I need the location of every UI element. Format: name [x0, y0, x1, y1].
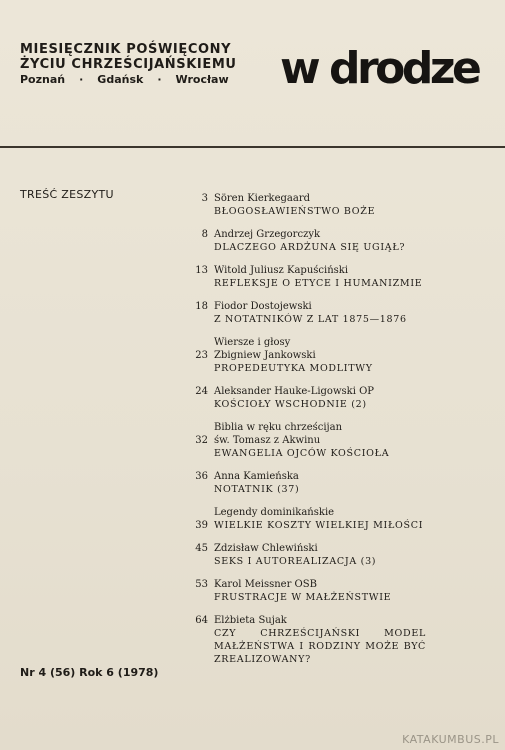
toc-title: FRUSTRACJE W MAŁŻEŃSTWIE [214, 592, 392, 603]
city-poznan: Poznań [20, 73, 66, 86]
toc-text [214, 519, 426, 532]
toc-text [214, 542, 426, 568]
masthead-cities [20, 72, 270, 88]
toc-author: Elżbieta Sujak [214, 615, 287, 626]
toc-author: Andrzej Grzegorczyk [214, 229, 321, 240]
toc-text [214, 228, 426, 254]
toc-row [186, 614, 426, 666]
toc-text [214, 578, 426, 604]
toc-row [186, 228, 426, 254]
toc-page-number: 3 [201, 193, 208, 204]
toc-entry [186, 614, 426, 666]
city-separator: · [157, 73, 162, 86]
toc-entry [186, 470, 426, 496]
toc-entry [186, 542, 426, 568]
toc-section-label: Wiersze i głosy [214, 337, 291, 348]
toc-title: EWANGELIA OJCÓW KOŚCIOŁA [214, 448, 390, 459]
city-wroclaw: Wrocław [175, 73, 229, 86]
toc-title: BŁOGOSŁAWIEŃSTWO BOŻE [214, 206, 376, 217]
toc-section-label: Legendy dominikańskie [214, 507, 335, 518]
toc-author: Zbigniew Jankowski [214, 350, 316, 361]
toc-author: Fiodor Dostojewski [214, 301, 312, 312]
toc-text [214, 349, 426, 375]
toc-row [186, 470, 426, 496]
toc-row [186, 300, 426, 326]
toc-page-number: 23 [195, 350, 208, 361]
toc-page-number: 36 [195, 471, 208, 482]
toc-row [186, 519, 426, 532]
toc-title: REFLEKSJE O ETYCE I HUMANIZMIE [214, 278, 423, 289]
masthead-line-1: MIESIĘCZNIK POŚWIĘCONY [20, 42, 232, 57]
watermark: KATAKUMBUS.PL [402, 733, 499, 746]
toc-title: Z NOTATNIKÓW Z LAT 1875—1876 [214, 314, 407, 325]
toc-author: Aleksander Hauke-Ligowski OP [214, 386, 375, 397]
toc-row [186, 542, 426, 568]
toc-author: św. Tomasz z Akwinu [214, 435, 321, 446]
toc-page-number: 64 [195, 615, 208, 626]
city-separator: · [79, 73, 84, 86]
toc-page-number: 45 [195, 543, 208, 554]
toc-row [186, 578, 426, 604]
toc-text [214, 300, 426, 326]
toc-title: WIELKIE KOSZTY WIELKIEJ MIŁOŚCI [214, 520, 424, 531]
toc-row [186, 385, 426, 411]
toc-text [214, 192, 426, 218]
toc-section-label: Biblia w ręku chrześcijan [214, 422, 343, 433]
toc-entry [186, 228, 426, 254]
toc-author: Zdzisław Chlewiński [214, 543, 318, 554]
header-divider [0, 146, 505, 148]
toc-title: KOŚCIOŁY WSCHODNIE (2) [214, 399, 367, 410]
issue-number: Nr 4 (56) Rok 6 (1978) [20, 666, 159, 679]
toc-page-number: 53 [195, 579, 208, 590]
toc-title: SEKS I AUTOREALIZACJA (3) [214, 556, 377, 567]
toc-author: Karol Meissner OSB [214, 579, 317, 590]
contents-heading: TREŚĆ ZESZYTU [20, 188, 114, 201]
toc-text [214, 385, 426, 411]
masthead-line-2: ŻYCIU CHRZEŚCIJAŃSKIEMU [20, 57, 237, 72]
toc-page-number: 32 [195, 435, 208, 446]
toc-author: Sören Kierkegaard [214, 193, 311, 204]
toc-title: DLACZEGO ARDŻUNA SIĘ UGIĄŁ? [214, 242, 406, 253]
toc-page-number: 39 [195, 520, 208, 531]
toc-row [186, 264, 426, 290]
toc-text [214, 434, 426, 460]
toc-author: Anna Kamieńska [214, 471, 299, 482]
toc-title: PROPEDEUTYKA MODLITWY [214, 363, 373, 374]
toc-page-number: 24 [195, 386, 208, 397]
toc-page-number: 13 [195, 265, 208, 276]
magazine-logo: w drodze [280, 43, 479, 94]
toc-entry [186, 385, 426, 411]
table-of-contents [186, 192, 426, 676]
toc-page-number: 8 [201, 229, 208, 240]
toc-text [214, 470, 426, 496]
toc-entry [186, 336, 426, 375]
toc-entry [186, 300, 426, 326]
toc-text [214, 614, 426, 666]
toc-page-number: 18 [195, 301, 208, 312]
city-gdansk: Gdańsk [97, 73, 144, 86]
toc-entry [186, 506, 426, 532]
toc-entry [186, 264, 426, 290]
masthead [20, 42, 270, 88]
toc-entry [186, 192, 426, 218]
toc-row [186, 349, 426, 375]
toc-title: CZY CHRZEŚCIJAŃSKI MODEL MAŁŻEŃSTWA I RODZINY MOŻE BYĆ ZREALIZOWANY? [214, 628, 426, 665]
toc-text [214, 264, 426, 290]
toc-author: Witold Juliusz Kapuściński [214, 265, 349, 276]
toc-entry [186, 421, 426, 460]
toc-row [186, 434, 426, 460]
toc-entry [186, 578, 426, 604]
toc-row [186, 192, 426, 218]
toc-title: NOTATNIK (37) [214, 484, 300, 495]
